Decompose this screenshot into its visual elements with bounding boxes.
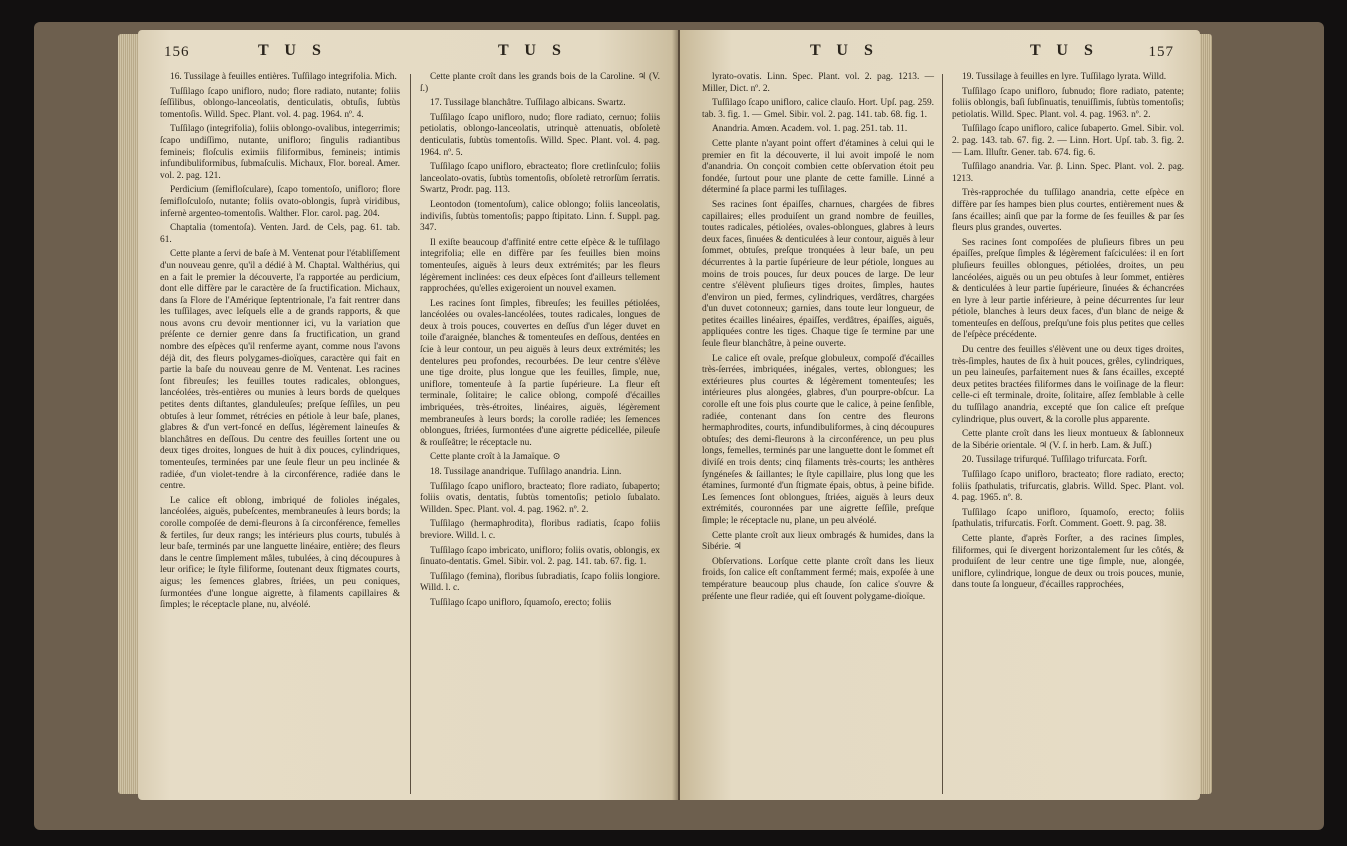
paragraph: Tuſſilago (integrifolia), foliis oblongo-ovalibus, integerrimis; ſcapo undiſſimo, nutante, unifloro; ſingulis radiantibus femineis; floſculis eximiis filiformibus, femineis; intimis infundibuliformibus, ſubmaſculis. Michaux, Flor. boreal. Amer. vol. 2. pag. 121. — [160, 124, 400, 181]
left-column-1 — [160, 72, 400, 615]
page-number: 157 — [1148, 44, 1174, 60]
paragraph: Très-rapprochée du tuſſilago anandria, cette eſpèce en diffère par ſes hampes bien plus courtes, entièrement nues & ſans écailles; ainſi que par la forme de ſes feuilles & par ſes fleurs plus grandes, ouvertes. — [952, 188, 1184, 234]
paragraph: Perdicium (ſemifloſculare), ſcapo tomentoſo, unifloro; flore ſemifloſculoſo, nutante; foliis ovato-oblongis, ſuprà viridibus, infernè argenteo-tomentoſis. Walther. Flor. carol. pag. 204. — [160, 185, 400, 219]
paragraph: Le calice eſt oblong, imbriqué de folioles inégales, lancéolées, aiguës, pubeſcentes, membraneuſes à leurs bords; la corolle compoſée de demi-fleurons à ſa circonférence, femelles & fertiles, ſur deux rangs; les intérieurs plus courts, tubulés à leur baſe, terminés par une languette linéaire, entière; des fleurs dans le centre ſimplement mâles, tubulées, à cinq découpures à leur orifice; le ſtyle filiforme, ſoutenant deux ſtigmates courts, aigus; les ſemences glabres, ſtriées, un peu coniques, ſurmontées d'une longue aigrette, à filaments capillaires & ſimples; le réceptacle plane, nu, alvéolé. — [160, 495, 400, 611]
running-head: T U S — [498, 42, 567, 59]
paragraph: 18. Tussilage anandrique. Tuſſilago anandria. Linn. — [430, 467, 622, 477]
column-rule — [942, 74, 943, 794]
left-page — [138, 30, 678, 800]
right-page-header — [700, 42, 1180, 66]
paragraph: Du centre des feuilles s'élèvent une ou deux tiges droites, très-ſimples, hautes de ſix à huit pouces, grêles, cylindriques, un peu laineuſes, parfaitement nues & ſans écailles, excepté deux petites bractées filiformes dans le voiſinage de la fleur: celle-ci eſt terminale, droite, ſolitaire, aſſez ſemblable à celle du tuſſilago anandria, excepté que ſon calice eſt preſque cylindrique, plus ouvert, & la corolle plus apparente. — [952, 345, 1184, 425]
paragraph: Tuſſilago ſcapo unifloro, bracteato; flore radiato, ſubaperto; foliis ovatis, dentatis, ſubtùs tomentoſis; petiolo ſubalato. Willden. Spec. Plant. vol. 4. pag. 1962. nº. 2. — [420, 481, 660, 515]
paragraph: Tuſſilago anandria. Var. β. Linn. Spec. Plant. vol. 2. pag. 1213. — [952, 162, 1184, 184]
paragraph: Leontodon (tomentoſum), calice oblongo; foliis lanceolatis, indiviſis, ſubtùs tomentoſis; pappo ſtipitato. Linn. f. Suppl. pag. 347. — [420, 199, 660, 234]
running-head: T U S — [258, 42, 327, 59]
paragraph: Ses racines ſont épaiſſes, charnues, chargées de fibres capillaires; elles produiſent un grand nombre de feuilles, toutes radicales, pétiolées, ovales-oblongues, glabres à leurs deux faces, ſinuées & denticulées à leur contour, aiguës à leur ſommet, obtuſes, preſque tronquées à leur baſe, un peu décurrentes à la partie ſupérieure de leur pétiole, longues au moins de trois pouces, ſur deux pouces de large. De leur centre s'élèvent pluſieurs tiges droites, ſimples, hautes d'environ un pied, fermes, cylindriques, verdâtres, chargées d'un duvet cotonneux; garnies, dans toute leur longueur, de petites écailles linéaires, épaiſſes, verdâtres, épaiſſes, aiguës, appliquées contre les tiges. Chaque tige ſe termine par une ſeule fleur blanchâtre, à peine ouverte. — [702, 199, 934, 350]
paragraph: 19. Tussilage à feuilles en lyre. Tuſſilago lyrata. Willd. — [962, 72, 1167, 82]
paragraph: Les racines ſont ſimples, fibreuſes; les feuilles pétiolées, lancéolées ou ovales-lancéolées, toutes radicales, longues de deux à trois pouces, couvertes en deſſus d'un léger duvet en toile d'araignée, blanches & tomenteuſes en deſſous, dentées en ſcie à leur contour, un peu aiguës à leurs deux extrémités; les dentelures peu profondes, recourbées. De leur centre s'élève une tige droite, plus longue que les feuilles, ſimple, nue, uniflore, tomenteuſe à ſa partie ſupérieure. La fleur eſt terminale, ſolitaire; le calice oblong, compoſé d'écailles imbriquées, très-étroites, linéaires, aiguës, légèrement membraneuſes à leurs bords; la corolle radiée; les ſemences oblongues, ſtriées, ſurmontées d'une aigrette pédicellée, pileuſe & rouſſeâtre; le réceptacle nu. — [420, 298, 660, 448]
right-page — [680, 30, 1200, 800]
paragraph: Cette plante, d'après Forſter, a des racines ſimples, filiformes, qui ſe divergent horizontalement ſur les côtés, & produiſent de leur centre une tige ſimple, nue, alongée, uniflore, cylindrique, longue de deux ou trois pouces, munie, dans toute ſa longueur, d'écailles rapprochées, — [952, 533, 1184, 591]
paragraph: Chaptalia (tomentoſa). Venten. Jard. de Cels, pag. 61. tab. 61. — [160, 223, 400, 245]
page-edges-left — [118, 34, 140, 794]
paragraph: Tuſſilago ſcapo unifloro, ebracteato; flore cretlinſculo; foliis lanceolato-ovatis, ſubtùs tomentoſis, obſoletè retrorſùm ſerratis. Swartz, Prodr. pag. 113. — [420, 162, 660, 196]
left-page-header — [158, 42, 658, 66]
paragraph: Cette plante croît dans les lieux montueux & ſablonneux de la Sibérie orientale. ♃ (V. ſ. in herb. Lam. & Juſſ.) — [952, 429, 1184, 451]
paragraph: 16. Tussilage à feuilles entières. Tuſſilago integrifolia. Mich. — [170, 72, 397, 82]
page-number: 156 — [164, 44, 190, 60]
paragraph: Tuſſilago ſcapo unifloro, ſubnudo; flore radiato, patente; foliis oblongis, baſi ſubſinuatis, tenuiſſimis, ſubtùs tomentoſis; petiolatis. Willd. Spec. Plant. vol. 4. pag. 1963. nº. 2. — [952, 86, 1184, 120]
running-head: T U S — [810, 42, 879, 59]
paragraph: Cette plante n'ayant point offert d'étamines à celui qui le premier en fit la découverte, il lui avoit impoſé le nom d'anandria. On conçoit combien cette obſervation étoit peu fondée, ſurtout pour une plante de cette famille. Linné a déterminé ſa place parmi les tuſſilages. — [702, 138, 934, 196]
paragraph: lyrato-ovatis. Linn. Spec. Plant. vol. 2. pag. 1213. — Miller, Dict. nº. 2. — [702, 72, 934, 94]
right-column-2 — [952, 72, 1184, 595]
paragraph: Tuſſilago ſcapo imbricato, unifloro; foliis ovatis, oblongis, ex ſinuato-dentatis. Gmel. Sibir. vol. 2. pag. 141. tab. 67. fig. 1. — [420, 545, 660, 568]
paragraph: Cette plante a ſervi de baſe à M. Ventenat pour l'établiſſement d'un nouveau genre, qu'il a dédié à M. Chaptal. Walthérius, qui en a fait le premier la découverte, l'a rapportée au perdicium, dont elle diffère par le caractère de ſa fructification. Michaux, dans ſa Flore de l'Amérique ſeptentrionale, l'a fait rentrer dans les tuſſilages, avec leſquels elle a de grands rapports, & que nous avons cru devoir mentionner ici, vu la variation que préſente ce dernier genre dans ſa fructification, un grand nombre des eſpèces qu'il renferme ayant, comme nous l'avons déjà dit, des fleurs polygames-dioïques, caractère qui fait en partie la baſe du nouveau genre de M. Ventenat. Les racines ſont fibreuſes; les feuilles toutes radicales, oblongues, lancéolées, très-entières ou munies à leurs bords de quelques petites dents diſtantes, glanduleuſes; preſque ſeſſiles, un peu obtuſes à leur ſommet, rétrécies en pétiole à leur baſe, planes, glabres & d'un vert-foncé en deſſus, légèrement laineuſes & blanchâtres en deſſous. Du centre des feuilles ſortent une ou deux tiges droites, longues de huit à dix pouces, cylindriques, tomenteuſes, terminées par une ſeule fleur un peu inclinée & radiée, d'un violet-tendre à la circonférence, radiée dans le centre. — [160, 249, 400, 492]
paragraph: Tuſſilago ſcapo unifloro, calice clauſo. Hort. Upſ. pag. 259. tab. 3. fig. 1. — Gmel. Sibir. vol. 2. pag. 141. tab. 68. fig. 1. — [702, 98, 934, 120]
paragraph: Tuſſilago ſcapo unifloro, nudo; flore radiato, cernuo; foliis petiolatis, oblongo-lanceolatis, utrinquè attenuatis, obſoletè denticulatis, ſubtùs tomentoſis. Willd. Spec. Plant. vol. 4. pag. 1964. nº. 5. — [420, 112, 660, 158]
paragraph: 17. Tussilage blanchâtre. Tuſſilago albicans. Swartz. — [430, 98, 626, 109]
paragraph: Il exiſte beaucoup d'affinité entre cette eſpèce & le tuſſilago integrifolia; elle en diffère par ſes feuilles bien moins tomenteuſes, aiguës à leurs deux extrémités; par les fleurs légèrement inclinées: ces deux eſpèces ſont d'ailleurs tellement rapprochées, qu'elles exigeroient un nouvel examen. — [420, 237, 660, 295]
paragraph: Cette plante croît à la Jamaïque. ⊙ — [430, 452, 561, 463]
paragraph: Tuſſilago (femina), floribus ſubradiatis, ſcapo foliis longiore. Willd. l. c. — [420, 571, 660, 594]
paragraph: Tuſſilago ſcapo unifloro, bracteato; flore radiato, erecto; foliis ſpathulatis, trifurcatis, glabris. Willd. Spec. Plant. vol. 4. pag. 1965. nº. 8. — [952, 470, 1184, 504]
paragraph: Tuſſilago ſcapo unifloro, ſquamoſo, erecto; foliis ſpathulatis, trifurcatis. Forſt. Comment. Goett. 9. pag. 38. — [952, 507, 1184, 530]
left-column-2 — [420, 72, 660, 613]
paragraph: 20. Tussilage trifurqué. Tuſſilago trifurcata. Forſt. — [962, 455, 1148, 466]
column-rule — [410, 74, 411, 794]
running-head: T U S — [1030, 42, 1099, 59]
page-edges-right — [1198, 34, 1212, 794]
paragraph: Anandria. Amœn. Academ. vol. 1. pag. 251. tab. 11. — [712, 124, 908, 135]
paragraph: Ses racines ſont compoſées de pluſieurs fibres un peu épaiſſes, preſque ſimples & légèrement faſciculées: il en ſort pluſieurs feuilles oblongues, pétiolées, droites, un peu lancéolées, aiguës ou un peu obtuſes à leur ſommet, entières & denticulées à leur partie ſupérieure, ſinuées & échancrées en lyre à leur partie inférieure, à peine décurrentes ſur leur pétiole, blanches à leurs deux faces, d'un blanc de neige & tomenteuſes en deſſous, preſqu'une fois plus petites que celles de l'eſpèce précédente. — [952, 237, 1184, 341]
paragraph: Cette plante croît dans les grands bois de la Caroline. ♃ (V. ſ.) — [420, 72, 660, 94]
paragraph: Obſervations. Lorſque cette plante croît dans les lieux froids, ſon calice eſt conſtamment fermé; mais, expoſée à une température beaucoup plus chaude, ſon calice s'ouvre & préſente une fleur radiée, qui eſt ſouvent polygame-dioïque. — [702, 556, 934, 602]
paragraph: Tuſſilago (hermaphrodita), floribus radiatis, ſcapo foliis breviore. Willd. l. c. — [420, 519, 660, 541]
paragraph: Cette plante croît aux lieux ombragés & humides, dans la Sibérie. ♃ — [702, 530, 934, 553]
paragraph: Tuſſilago ſcapo unifloro, nudo; flore radiato, nutante; foliis ſeſſilibus, oblongo-lanceolatis, denticulatis, obtuſis, ſubtùs tomentoſis. Willd. Spec. Plant. vol. 4. pag. 1964. nº. 4. — [160, 86, 400, 120]
paragraph: Tuſſilago ſcapo unifloro, ſquamoſo, erecto; foliis — [430, 597, 612, 608]
right-column-1 — [702, 72, 934, 606]
paragraph: Le calice eſt ovale, preſque globuleux, compoſé d'écailles très-ſerrées, imbriquées, inégales, vertes, oblongues; les extérieures plus courtes & légèrement tomenteuſes; les intérieures plus alongées, glabres, d'un pourpre-obſcur. La corolle eſt une fois plus courte que le calice, à peine ſenſible, radiée, contenant dans ſon centre des fleurons hermaphrodites, courts, infundibuliformes, à cinq découpures obtuſes; des demi-fleurons à la circonférence, un peu plus longs, femelles, terminés par une languette dont le ſommet eſt diviſé en trois dents; cinq filaments très-courts; les anthères ſyngéneſes & ſaillantes; le ſtyle capillaire, plus long que les étamines, ſurmonté d'un ſtigmate épais, obtus, à peine bifide. Les ſemences ſont oblongues, ſtriées, aiguës à leurs deux extrémités, couronnées par une aigrette ſeſſile, preſque ſimple; le réceptacle nu, plane, un peu alvéolé. — [702, 353, 934, 526]
paragraph: Tuſſilago ſcapo unifloro, calice ſubaperto. Gmel. Sibir. vol. 2. pag. 143. tab. 67. fig. 2. — Linn. Hort. Upſ. tab. 3. fig. 2. — Lam. Illuſtr. Gener. tab. 674. fig. 6. — [952, 124, 1184, 158]
